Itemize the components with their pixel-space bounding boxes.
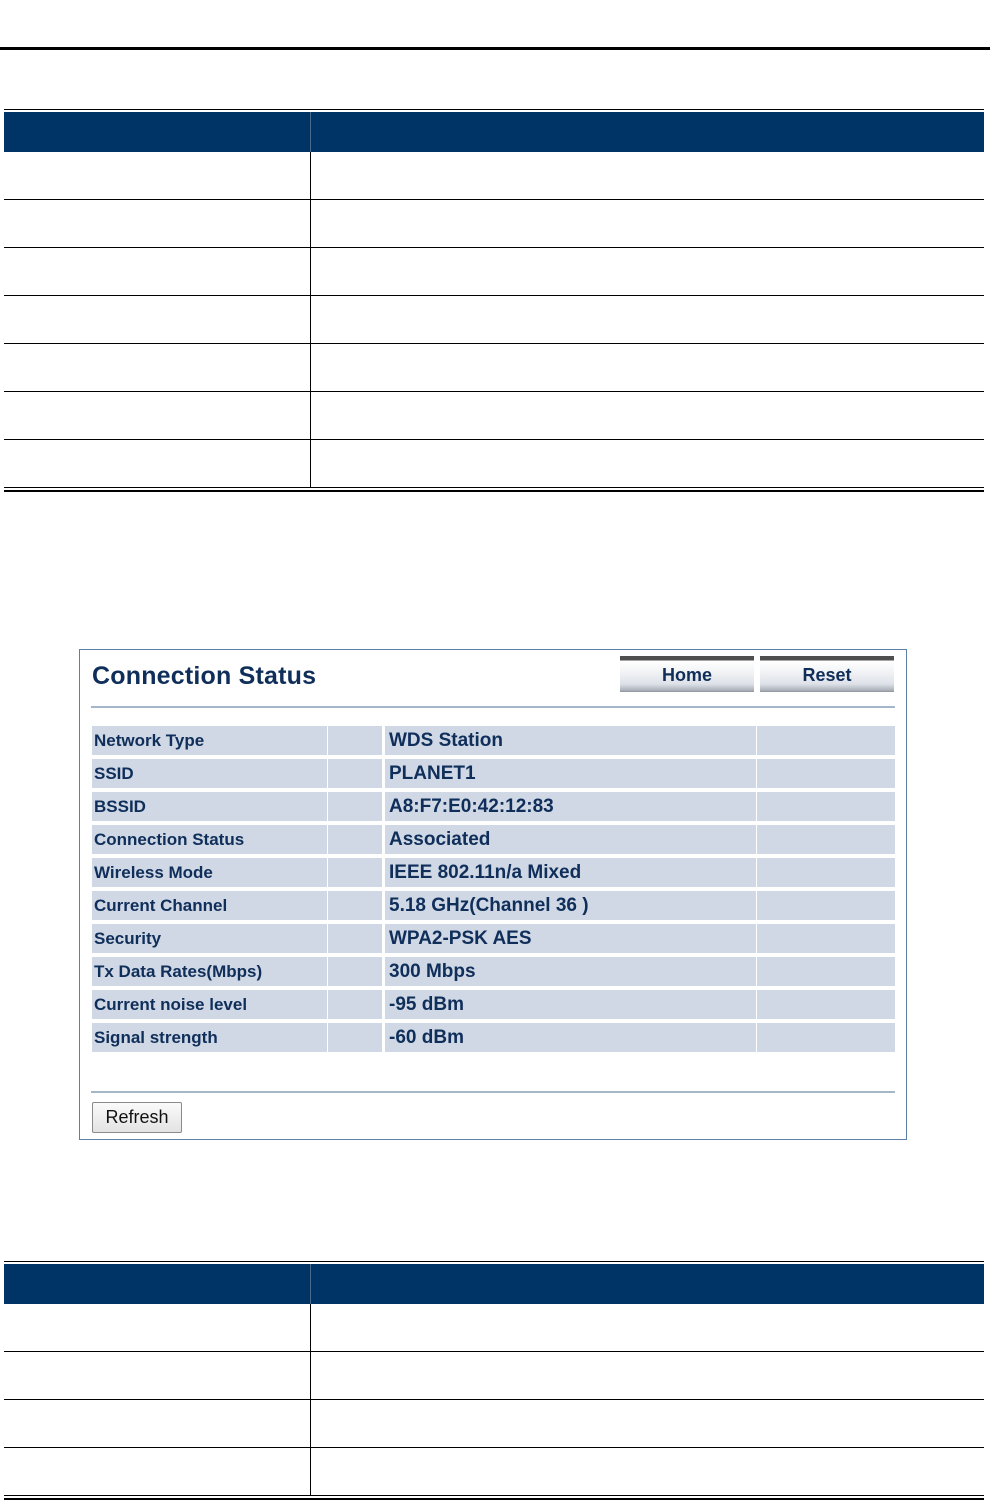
status-spacer	[756, 792, 895, 821]
status-value: Associated	[382, 825, 756, 854]
table-row	[4, 200, 984, 248]
home-button[interactable]: Home	[620, 656, 754, 692]
table-row	[4, 1400, 984, 1448]
table-cell	[311, 392, 984, 439]
status-label: Current Channel	[92, 891, 327, 920]
status-value: -95 dBm	[382, 990, 756, 1019]
status-label: Security	[92, 924, 327, 953]
table-cell	[4, 1448, 311, 1495]
status-row-wireless-mode	[92, 858, 895, 887]
table-top-rule	[4, 1261, 984, 1262]
table-cell	[4, 1304, 311, 1351]
table-cell	[311, 200, 984, 247]
table-cell	[4, 1400, 311, 1447]
status-row-signal-strength	[92, 1023, 895, 1052]
status-spacer	[756, 759, 895, 788]
table-row	[4, 344, 984, 392]
status-value: 300 Mbps	[382, 957, 756, 986]
status-spacer	[756, 891, 895, 920]
status-row-current-channel	[92, 891, 895, 920]
status-spacer	[327, 726, 382, 755]
table-bottom-rule-double	[4, 1498, 984, 1500]
table-cell	[4, 200, 311, 247]
table-cell	[311, 344, 984, 391]
status-value: 5.18 GHz(Channel 36 )	[382, 891, 756, 920]
table-row	[4, 248, 984, 296]
table-cell	[4, 344, 311, 391]
table-row	[4, 1448, 984, 1495]
status-spacer	[327, 1023, 382, 1052]
table-row	[4, 440, 984, 487]
status-spacer	[756, 726, 895, 755]
refresh-button[interactable]: Refresh	[92, 1102, 182, 1133]
table-row	[4, 296, 984, 344]
table-cell	[4, 296, 311, 343]
status-spacer	[327, 825, 382, 854]
table-cell	[311, 152, 984, 199]
status-label: BSSID	[92, 792, 327, 821]
table-bottom-rule	[4, 1495, 984, 1496]
status-spacer	[327, 858, 382, 887]
status-value: WPA2-PSK AES	[382, 924, 756, 953]
table-cell	[311, 1352, 984, 1399]
table-row	[4, 392, 984, 440]
table-cell	[4, 392, 311, 439]
panel-footer-divider	[91, 1091, 895, 1093]
status-row-bssid	[92, 792, 895, 821]
status-row-connection-status	[92, 825, 895, 854]
status-label: Wireless Mode	[92, 858, 327, 887]
table-header	[4, 112, 984, 152]
connection-status-panel	[79, 649, 907, 1140]
table-row	[4, 152, 984, 200]
table-bottom-rule-double	[4, 490, 984, 492]
table-row	[4, 1352, 984, 1400]
status-row-ssid	[92, 759, 895, 788]
table-cell	[4, 152, 311, 199]
status-spacer	[756, 1023, 895, 1052]
header-description-cell	[311, 1264, 984, 1304]
status-value: PLANET1	[382, 759, 756, 788]
table-cell	[311, 248, 984, 295]
table-bottom-rule	[4, 487, 984, 488]
header-object-cell	[4, 112, 311, 152]
table-cell	[311, 440, 984, 487]
status-spacer	[327, 792, 382, 821]
status-value: WDS Station	[382, 726, 756, 755]
table-cell	[4, 248, 311, 295]
status-value: A8:F7:E0:42:12:83	[382, 792, 756, 821]
table-top-rule	[4, 109, 984, 110]
status-spacer	[327, 759, 382, 788]
status-spacer	[756, 990, 895, 1019]
description-table-bottom	[4, 1261, 984, 1500]
panel-title: Connection Status	[92, 662, 317, 690]
table-cell	[311, 1448, 984, 1495]
status-spacer	[327, 990, 382, 1019]
status-spacer	[327, 924, 382, 953]
reset-button[interactable]: Reset	[760, 656, 894, 692]
status-spacer	[756, 924, 895, 953]
header-description-cell	[311, 112, 984, 152]
status-row-noise-level	[92, 990, 895, 1019]
status-row-security	[92, 924, 895, 953]
panel-title-divider	[91, 706, 895, 708]
status-label: Network Type	[92, 726, 327, 755]
status-spacer	[756, 957, 895, 986]
status-spacer	[756, 858, 895, 887]
status-value: -60 dBm	[382, 1023, 756, 1052]
table-cell	[311, 1304, 984, 1351]
table-cell	[311, 1400, 984, 1447]
status-row-network-type	[92, 726, 895, 755]
table-cell	[4, 1352, 311, 1399]
table-cell	[311, 296, 984, 343]
status-value: IEEE 802.11n/a Mixed	[382, 858, 756, 887]
description-table-top	[4, 109, 984, 492]
status-spacer	[327, 891, 382, 920]
table-cell	[4, 440, 311, 487]
page-header-rule	[0, 47, 990, 50]
status-label: Connection Status	[92, 825, 327, 854]
status-label: SSID	[92, 759, 327, 788]
table-row	[4, 1304, 984, 1352]
status-row-tx-data-rates	[92, 957, 895, 986]
status-label: Tx Data Rates(Mbps)	[92, 957, 327, 986]
status-spacer	[756, 825, 895, 854]
status-table	[92, 726, 895, 1056]
header-object-cell	[4, 1264, 311, 1304]
status-spacer	[327, 957, 382, 986]
table-header	[4, 1264, 984, 1304]
status-label: Current noise level	[92, 990, 327, 1019]
status-label: Signal strength	[92, 1023, 327, 1052]
